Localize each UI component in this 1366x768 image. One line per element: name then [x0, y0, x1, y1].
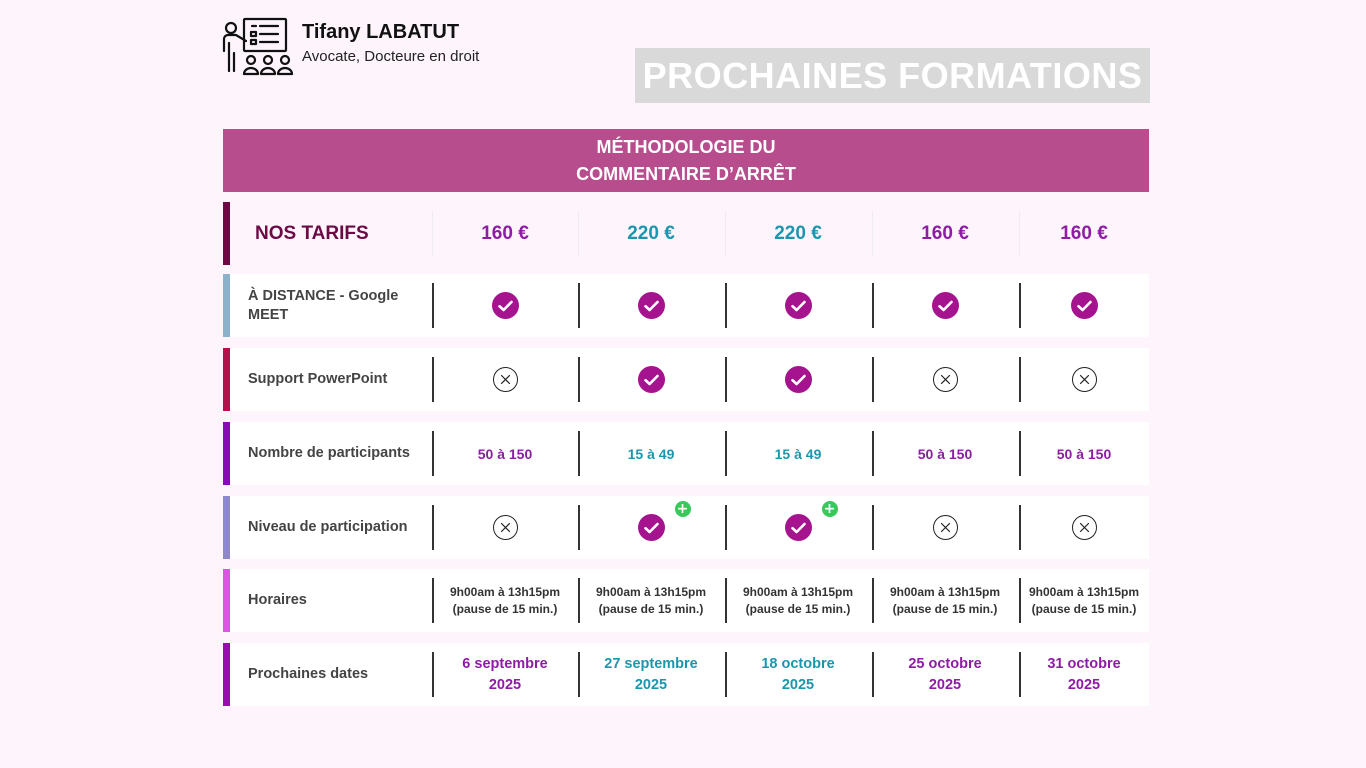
row-prices [223, 202, 1149, 265]
course-title-line-2: COMMENTAIRE D’ARRÊT [576, 163, 796, 184]
price-cell-5 [1019, 202, 1149, 265]
horaires-cell-2 [578, 569, 724, 632]
participants-cell-4 [872, 422, 1018, 485]
cross-icon [1072, 515, 1097, 540]
check-icon [638, 366, 665, 393]
horaires-time: 9h00am à 13h15pm [595, 584, 707, 599]
cross-icon [1072, 367, 1097, 392]
date-day: 31 octobre [1047, 655, 1121, 672]
support-cell-3 [725, 348, 871, 411]
cross-icon [493, 515, 518, 540]
check-icon [492, 292, 519, 319]
row-support [223, 348, 1149, 411]
row-dates [223, 643, 1149, 706]
participants-cell-2 [578, 422, 724, 485]
date-day: 18 octobre [761, 655, 835, 672]
row-label-prices: NOS TARIFS [255, 223, 369, 244]
check-icon [1071, 292, 1098, 319]
distance-cell-4 [872, 274, 1018, 337]
niveau-cell-2 [578, 496, 724, 559]
participants-value: 50 à 150 [1056, 445, 1112, 462]
price-cell-1 [432, 202, 578, 265]
row-distance [223, 274, 1149, 337]
price-value: 220 € [774, 222, 822, 244]
price-value: 220 € [627, 222, 675, 244]
row-accent [223, 496, 230, 559]
check-icon [785, 501, 836, 541]
date-year: 2025 [928, 676, 962, 693]
date-cell-4 [872, 643, 1018, 706]
niveau-cell-3 [725, 496, 871, 559]
horaires-cell-3 [725, 569, 871, 632]
row-horaires [223, 569, 1149, 632]
price-cell-4 [872, 202, 1018, 265]
price-cell-3 [725, 202, 871, 265]
row-niveau [223, 496, 1149, 559]
row-label-dates: Prochaines dates [248, 666, 369, 682]
row-accent [223, 422, 230, 485]
date-day: 6 septembre [462, 655, 548, 672]
price-value: 160 € [1060, 222, 1108, 244]
support-cell-1 [432, 348, 578, 411]
row-label-horaires: Horaires [248, 592, 307, 608]
distance-cell-5 [1019, 274, 1149, 337]
date-year: 2025 [781, 676, 815, 693]
participants-cell-1 [432, 422, 578, 485]
participants-value: 50 à 150 [477, 445, 533, 462]
horaires-pause: (pause de 15 min.) [598, 601, 704, 616]
plus-badge-icon: + [675, 501, 691, 517]
support-cell-4 [872, 348, 1018, 411]
participants-value: 15 à 49 [774, 445, 822, 462]
horaires-pause: (pause de 15 min.) [452, 601, 558, 616]
course-title [223, 129, 1149, 192]
plus-badge-icon: + [822, 501, 838, 517]
row-participants [223, 422, 1149, 485]
distance-cell-1 [432, 274, 578, 337]
horaires-cell-5 [1019, 569, 1149, 632]
horaires-pause: (pause de 15 min.) [1031, 601, 1137, 616]
price-value: 160 € [921, 222, 969, 244]
check-icon [785, 366, 812, 393]
participants-cell-5 [1019, 422, 1149, 485]
niveau-cell-5 [1019, 496, 1149, 559]
date-cell-5 [1019, 643, 1149, 706]
price-cell-2 [578, 202, 724, 265]
participants-cell-3 [725, 422, 871, 485]
niveau-cell-1 [432, 496, 578, 559]
row-accent [223, 274, 230, 337]
participants-value: 50 à 150 [917, 445, 973, 462]
author-title: Avocate, Docteure en droit [302, 48, 480, 65]
niveau-cell-4 [872, 496, 1018, 559]
cross-icon [933, 367, 958, 392]
cross-icon [493, 367, 518, 392]
row-label-distance: À DISTANCE - Google MEET [248, 287, 399, 323]
horaires-time: 9h00am à 13h15pm [889, 584, 1001, 599]
date-year: 2025 [1067, 676, 1101, 693]
course-title-line-1: MÉTHODOLOGIE DU [596, 136, 776, 157]
date-day: 25 octobre [908, 655, 982, 672]
row-label-niveau: Niveau de participation [248, 519, 408, 535]
date-year: 2025 [488, 676, 522, 693]
check-icon [638, 501, 689, 541]
horaires-time: 9h00am à 13h15pm [449, 584, 561, 599]
distance-cell-3 [725, 274, 871, 337]
teacher-presentation-icon [222, 17, 296, 77]
horaires-time: 9h00am à 13h15pm [742, 584, 854, 599]
horaires-cell-4 [872, 569, 1018, 632]
check-icon [932, 292, 959, 319]
price-value: 160 € [481, 222, 529, 244]
distance-cell-2 [578, 274, 724, 337]
row-accent [223, 569, 230, 632]
horaires-cell-1 [432, 569, 578, 632]
date-cell-2 [578, 643, 724, 706]
horaires-pause: (pause de 15 min.) [892, 601, 998, 616]
check-icon [785, 292, 812, 319]
row-accent [223, 643, 230, 706]
check-icon [638, 292, 665, 319]
date-day: 27 septembre [604, 655, 698, 672]
participants-value: 15 à 49 [627, 445, 675, 462]
date-year: 2025 [634, 676, 668, 693]
date-cell-1 [432, 643, 578, 706]
row-label-support: Support PowerPoint [248, 371, 388, 387]
date-cell-3 [725, 643, 871, 706]
support-cell-5 [1019, 348, 1149, 411]
row-label-participants: Nombre de participants [248, 445, 410, 461]
support-cell-2 [578, 348, 724, 411]
row-accent [223, 348, 230, 411]
author-name: Tifany LABATUT [302, 21, 460, 43]
row-accent [223, 202, 230, 265]
page-title: PROCHAINES FORMATIONS [635, 48, 1150, 103]
horaires-time: 9h00am à 13h15pm [1028, 584, 1140, 599]
cross-icon [933, 515, 958, 540]
horaires-pause: (pause de 15 min.) [745, 601, 851, 616]
